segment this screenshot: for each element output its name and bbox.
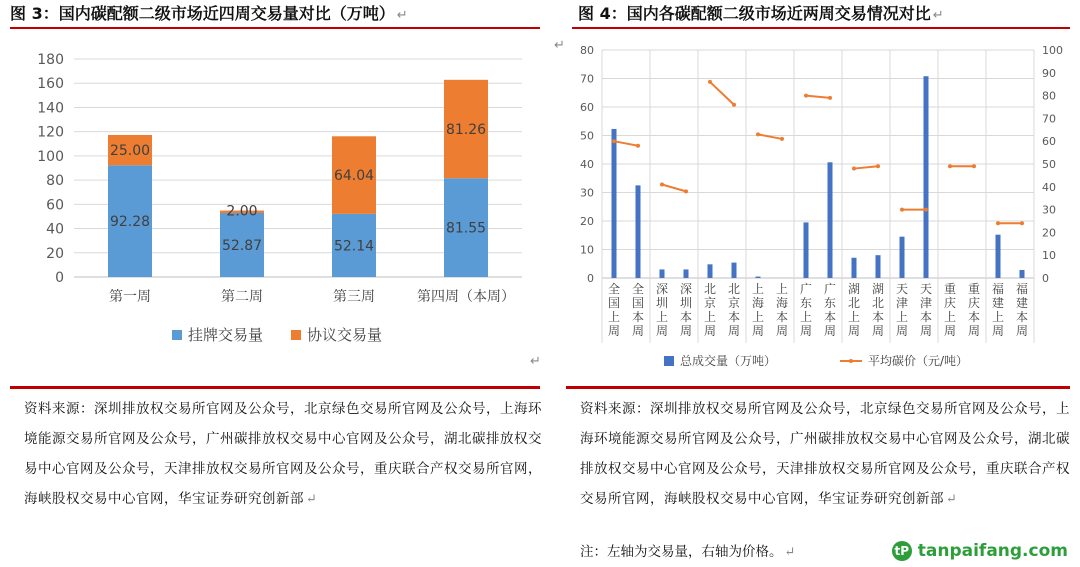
x-tick-label-char: 上: [991, 310, 1005, 324]
price-point: [876, 164, 880, 168]
x-tick-label-char: 周: [607, 324, 621, 338]
x-tick-label-char: 本: [1015, 310, 1029, 324]
x-tick-label-char: 北: [727, 282, 741, 296]
chart-4-title-text: 图 4：国内各碳配额二级市场近两周交易情况对比: [578, 4, 931, 23]
title-rule-left: [10, 27, 540, 29]
return-mark: ↵: [946, 492, 958, 507]
data-label: 64.04: [333, 168, 375, 185]
x-tick-label-char: 国: [631, 296, 645, 310]
x-tick-label-char: 上: [943, 310, 957, 324]
x-tick-label-char: 福: [1015, 282, 1029, 296]
legend-label-listed: 挂牌交易量: [188, 326, 264, 344]
y-left-tick-label: 50: [580, 129, 594, 143]
x-tick-label-char: 天: [895, 282, 909, 296]
bar-volume: [708, 264, 713, 278]
title-rule-right: [572, 27, 1070, 29]
x-tick-label-char: 东: [823, 296, 837, 310]
x-tick-label-char: 上: [895, 310, 909, 324]
x-tick-label-char: 津: [919, 296, 933, 310]
y-right-tick-label: 90: [1042, 66, 1056, 80]
price-point: [852, 167, 856, 171]
x-tick-label-char: 周: [703, 324, 717, 338]
bar-volume: [612, 129, 617, 278]
y-tick-label: 180: [37, 52, 64, 68]
source-right-text: 资料来源：深圳排放权交易所官网及公众号，北京绿色交易所官网及公众号，上海环境能源交易所官网及公众号，广州碳排放权交易中心官网及公众号，湖北碳排放权交易中心官网及公众号，天津排放权交易所官网及公众号，重庆联合产权交易所官网，海峡股权交易中心官网，华宝证券研究创新部: [580, 401, 1070, 507]
price-line-segment: [854, 166, 878, 168]
x-tick-label-char: 京: [703, 296, 717, 310]
x-tick-label: 第一周: [109, 289, 151, 305]
x-tick-label-char: 周: [967, 324, 981, 338]
data-label: 81.55: [445, 220, 487, 237]
x-tick-label-char: 湖: [871, 282, 885, 296]
chart-3-title-text: 图 3：国内碳配额二级市场近四周交易量对比（万吨）: [10, 4, 395, 23]
y-right-tick-label: 10: [1042, 249, 1056, 263]
x-tick-label-char: 本: [823, 310, 837, 324]
site-watermark: [892, 541, 1068, 561]
y-tick-label: 0: [55, 270, 64, 286]
x-tick-label-char: 天: [919, 282, 933, 296]
y-left-tick-label: 20: [580, 215, 594, 228]
x-tick-label-char: 海: [751, 296, 765, 310]
x-tick-label-char: 海: [775, 296, 789, 310]
bar-volume: [852, 258, 857, 278]
return-mark: ↵: [554, 38, 565, 53]
source-left-text: 资料来源：深圳排放权交易所官网及公众号，北京绿色交易所官网及公众号，上海环境能源交易所官网及公众号，广州碳排放权交易中心官网及公众号，湖北碳排放权交易中心官网及公众号，天津排放权交易所官网及公众号，重庆联合产权交易所官网，海峡股权交易中心官网，华宝证券研究创新部: [24, 401, 542, 507]
x-tick-label-char: 深: [679, 282, 693, 296]
price-point: [900, 208, 904, 212]
price-point: [948, 164, 952, 168]
return-mark: ↵: [784, 545, 796, 560]
return-mark: ↵: [932, 8, 944, 23]
x-tick-label-char: 本: [727, 310, 741, 324]
y-left-tick-label: 60: [580, 101, 594, 114]
x-tick-label-char: 上: [799, 310, 813, 324]
x-tick-label: 第三周: [333, 289, 375, 305]
x-tick-label-char: 上: [751, 282, 765, 296]
bar-volume: [924, 76, 929, 278]
bar-volume: [660, 269, 665, 278]
x-tick-label-char: 广: [799, 282, 813, 296]
watermark-logo-icon: [892, 541, 912, 561]
price-point: [804, 94, 808, 98]
y-tick-label: 40: [46, 221, 64, 238]
bar-volume: [804, 222, 809, 278]
price-point: [708, 80, 712, 84]
y-right-tick-label: 30: [1042, 203, 1056, 217]
y-tick-label: 160: [37, 76, 64, 93]
bar-volume: [756, 277, 761, 278]
legend-swatch-agreement: [291, 330, 301, 340]
x-tick-label-char: 周: [1015, 324, 1029, 338]
bar-volume: [828, 162, 833, 278]
axis-note: [580, 540, 795, 560]
x-tick-label-char: 周: [895, 324, 909, 338]
x-tick-label-char: 周: [823, 324, 837, 338]
x-tick-label-char: 重: [967, 282, 981, 296]
y-tick-label: 60: [46, 197, 64, 214]
watermark-logo-text: tP: [894, 544, 910, 558]
x-tick-label-char: 周: [991, 324, 1005, 338]
x-tick-label-char: 全: [631, 282, 645, 296]
y-left-tick-label: 40: [580, 158, 594, 171]
x-tick-label-char: 周: [775, 324, 789, 338]
price-point: [636, 144, 640, 148]
price-line-segment: [662, 185, 686, 192]
x-tick-label-char: 圳: [679, 296, 693, 310]
x-tick-label-char: 本: [967, 310, 981, 324]
y-left-tick-label: 70: [580, 72, 594, 86]
y-left-tick-label: 30: [580, 186, 594, 200]
price-point: [1020, 221, 1024, 225]
y-right-tick-label: 40: [1042, 180, 1056, 194]
x-tick-label-char: 建: [1015, 296, 1029, 310]
x-tick-label-char: 庆: [943, 296, 957, 310]
x-tick-label-char: 广: [823, 282, 837, 296]
bar-volume: [996, 235, 1001, 278]
x-tick-label-char: 上: [655, 310, 669, 324]
x-tick-label-char: 周: [751, 324, 765, 338]
x-tick-label-char: 国: [607, 296, 621, 310]
legend-label-agreement: 协议交易量: [307, 326, 383, 344]
y-left-tick-label: 10: [580, 243, 594, 257]
y-right-tick-label: 0: [1042, 272, 1049, 285]
x-tick-label-char: 建: [991, 296, 1005, 310]
x-tick-label-char: 深: [655, 282, 669, 296]
price-point: [756, 132, 760, 136]
y-right-tick-label: 70: [1042, 112, 1056, 126]
x-tick-label-char: 周: [727, 324, 741, 338]
x-tick-label-char: 周: [919, 324, 933, 338]
x-tick-label-char: 全: [607, 282, 621, 296]
price-point: [924, 208, 928, 212]
legend-swatch-listed: [172, 330, 182, 340]
source-left: [24, 394, 542, 515]
chart-4-title: [578, 2, 944, 26]
y-tick-label: 140: [37, 100, 64, 117]
x-tick-label-char: 福: [991, 282, 1005, 296]
x-tick-label-char: 上: [847, 310, 861, 324]
legend-label-volume: 总成交量（万吨）: [680, 354, 777, 368]
price-line-segment: [710, 82, 734, 105]
y-right-tick-label: 80: [1042, 89, 1056, 103]
y-left-tick-label: 80: [580, 44, 594, 57]
x-tick-label-char: 周: [631, 324, 645, 338]
x-tick-label-char: 庆: [967, 296, 981, 310]
bar-volume: [732, 263, 737, 278]
data-label: 81.26: [445, 122, 487, 139]
chart-4-bar-line: [566, 30, 1066, 375]
x-tick-label-char: 周: [655, 324, 669, 338]
x-tick-label-char: 湖: [847, 282, 861, 296]
x-tick-label-char: 上: [775, 282, 789, 296]
y-right-tick-label: 60: [1042, 135, 1056, 149]
watermark-text: tanpaifang.com: [917, 541, 1068, 561]
price-point: [612, 139, 616, 143]
y-left-tick-label: 0: [587, 272, 594, 285]
price-line-segment: [614, 141, 638, 146]
x-tick-label-char: 周: [799, 324, 813, 338]
legend-swatch-volume: [664, 356, 674, 366]
x-tick-label-char: 北: [847, 296, 861, 310]
legend-label-price: 平均碳价（元/吨）: [868, 354, 969, 368]
y-right-tick-label: 50: [1042, 158, 1056, 171]
x-tick-label-char: 本: [919, 310, 933, 324]
data-label: 52.87: [221, 237, 263, 254]
x-tick-label-char: 京: [727, 296, 741, 310]
price-point: [660, 183, 664, 187]
price-point: [972, 164, 976, 168]
data-label: 52.14: [333, 238, 375, 255]
x-tick-label-char: 周: [679, 324, 693, 338]
source-rule-right: [566, 386, 1070, 389]
bar-volume: [876, 255, 881, 278]
x-tick-label-char: 重: [943, 282, 957, 296]
x-tick-label-char: 周: [943, 324, 957, 338]
y-right-tick-label: 20: [1042, 226, 1056, 240]
x-tick-label-char: 周: [871, 324, 885, 338]
y-tick-label: 80: [46, 173, 64, 190]
source-right: [580, 394, 1070, 515]
price-line-segment: [806, 96, 830, 98]
x-tick-label-char: 北: [703, 282, 717, 296]
axis-note-text: 注：左轴为交易量，右轴为价格。: [580, 544, 783, 560]
x-tick-label: 第二周: [221, 289, 263, 305]
price-point: [684, 189, 688, 193]
x-tick-label-char: 北: [871, 296, 885, 310]
y-tick-label: 100: [37, 148, 64, 165]
x-tick-label-char: 本: [631, 310, 645, 324]
y-right-tick-label: 100: [1042, 44, 1063, 57]
data-label: 25.00: [109, 143, 151, 160]
price-point: [780, 137, 784, 141]
price-point: [996, 221, 1000, 225]
x-tick-label-char: 圳: [655, 296, 669, 310]
y-tick-label: 120: [37, 124, 64, 141]
x-tick-label-char: 本: [871, 310, 885, 324]
bar-volume: [636, 185, 641, 278]
bar-volume: [900, 237, 905, 278]
chart-3-stacked-bar: [0, 30, 540, 360]
x-tick-label-char: 上: [751, 310, 765, 324]
return-mark: ↵: [530, 354, 541, 369]
x-tick-label: 第四周（本周）: [417, 289, 515, 305]
x-tick-label-char: 东: [799, 296, 813, 310]
x-tick-label-char: 津: [895, 296, 909, 310]
data-label: 92.28: [109, 214, 151, 231]
source-rule-left: [10, 386, 540, 389]
x-tick-label-char: 本: [679, 310, 693, 324]
data-label: 2.00: [226, 203, 258, 220]
return-mark: ↵: [396, 8, 408, 23]
price-point: [828, 96, 832, 100]
y-tick-label: 20: [46, 245, 64, 262]
x-tick-label-char: 本: [775, 310, 789, 324]
x-tick-label-char: 上: [607, 310, 621, 324]
chart-3-title: [10, 2, 408, 26]
x-tick-label-char: 上: [703, 310, 717, 324]
bar-volume: [684, 269, 689, 278]
bar-volume: [1020, 270, 1025, 278]
return-mark: ↵: [306, 492, 318, 507]
price-point: [732, 103, 736, 107]
legend-swatch-price-dot: [849, 359, 853, 363]
x-tick-label-char: 周: [847, 324, 861, 338]
